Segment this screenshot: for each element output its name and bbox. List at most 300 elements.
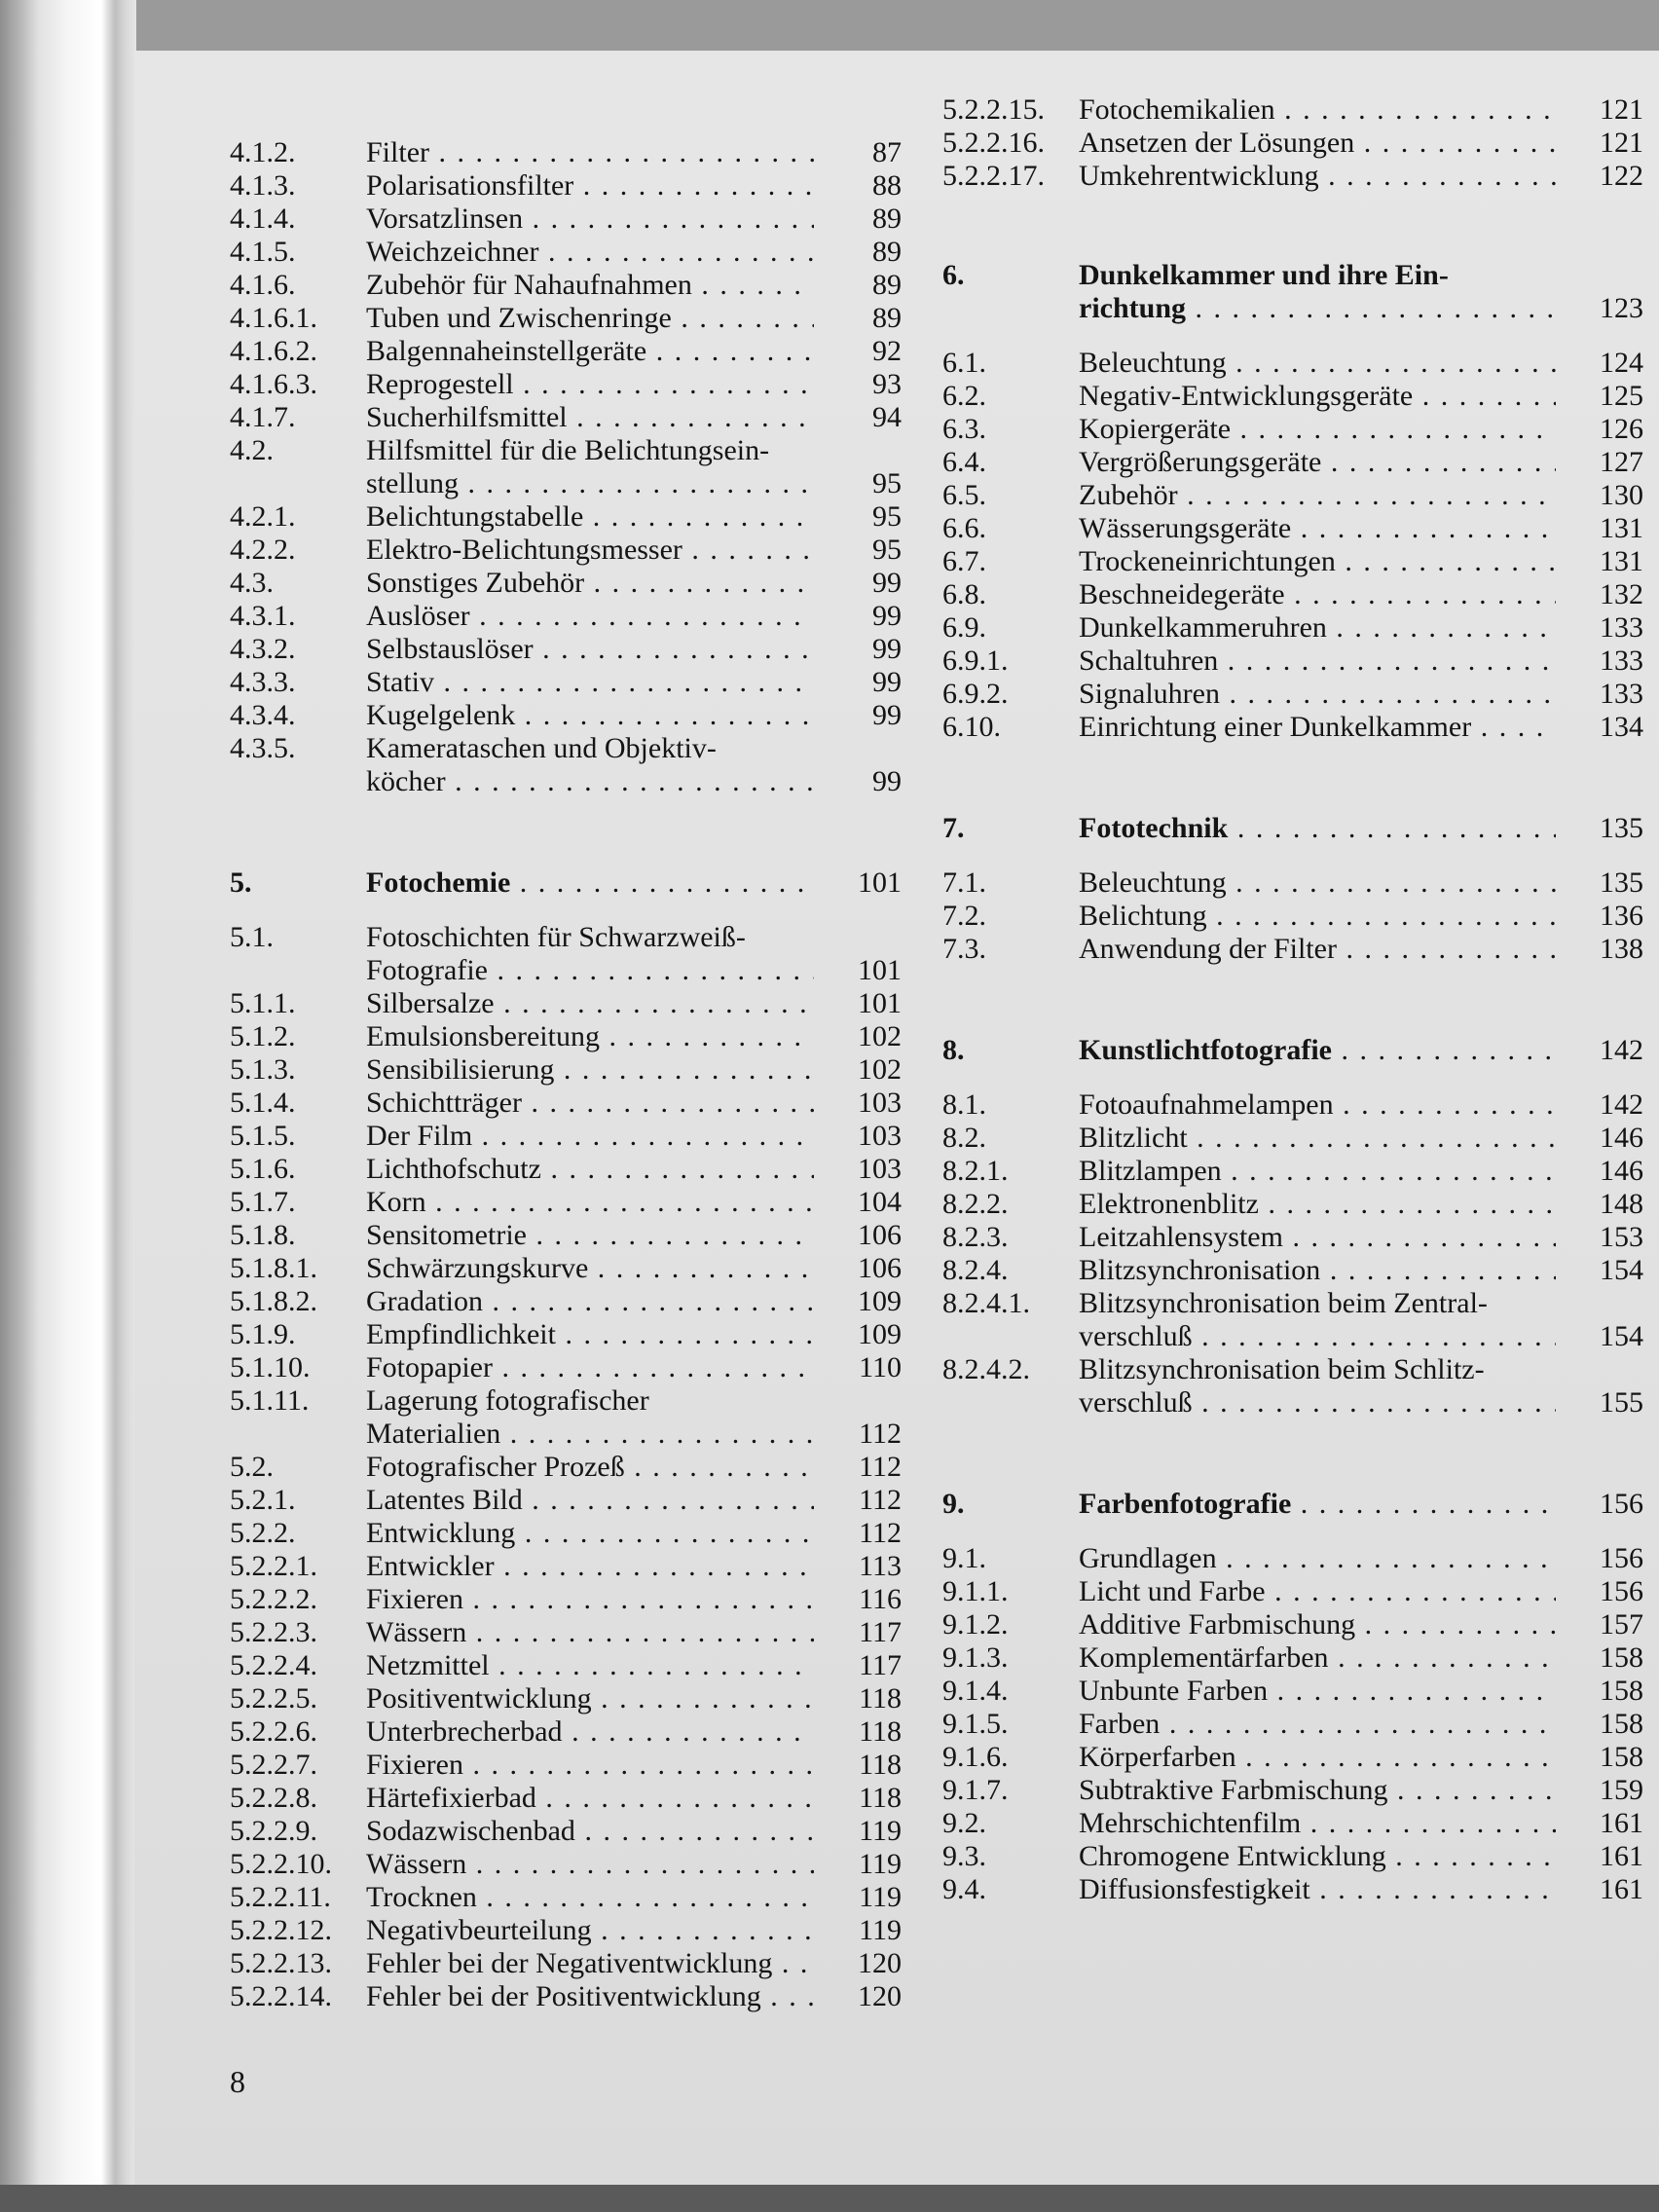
toc-entry-page: 99 xyxy=(872,567,902,599)
toc-entry-title: Blitzsynchronisation xyxy=(1079,1254,1321,1286)
toc-entry-title: Wässerungsgeräte xyxy=(1079,512,1292,544)
toc-entry xyxy=(942,93,1643,127)
toc-entry-page: 103 xyxy=(858,1120,902,1152)
toc-entry xyxy=(230,987,902,1020)
toc-entry xyxy=(942,1675,1643,1708)
toc-entry-page: 118 xyxy=(859,1715,902,1748)
toc-entry-number: 9.1.7. xyxy=(942,1774,1009,1806)
toc-entry-number: 5.2.2.1. xyxy=(230,1550,317,1582)
toc-entry-title: Lagerung fotografischer xyxy=(366,1384,649,1417)
toc-entry-title: Anwendung der Filter xyxy=(1079,933,1337,965)
toc-entry-number: 5.2.2.8. xyxy=(230,1782,317,1814)
toc-entry xyxy=(230,1980,902,2013)
toc-entry-number: 4.3.4. xyxy=(230,699,296,731)
toc-entry-page: 138 xyxy=(1600,933,1643,965)
toc-entry-title: Emulsionsbereitung xyxy=(366,1020,600,1052)
toc-entry-title: Beschneidegeräte xyxy=(1079,578,1285,610)
toc-entry-number: 5.2.2.6. xyxy=(230,1715,317,1748)
toc-entry-number: 5.1.3. xyxy=(230,1053,296,1086)
toc-entry-number: 5.2.2.5. xyxy=(230,1682,317,1714)
toc-entry-number: 6.10. xyxy=(942,711,1001,743)
toc-entry-number: 4.1.4. xyxy=(230,203,296,235)
toc-chapter-entry xyxy=(230,866,902,900)
toc-entry-title: Silbersalze xyxy=(366,987,495,1019)
toc-entry-page: 113 xyxy=(859,1550,902,1582)
toc-entry-title: stellung xyxy=(366,467,459,499)
toc-entry-page: 116 xyxy=(859,1583,902,1615)
toc-entry-number: 5.1.6. xyxy=(230,1153,296,1185)
toc-entry-page: 153 xyxy=(1600,1221,1643,1253)
toc-entry-number: 6.9.1. xyxy=(942,645,1009,677)
toc-entry-number: 6.9.2. xyxy=(942,678,1009,710)
toc-entry xyxy=(230,136,902,169)
toc-entry-page: 121 xyxy=(1600,93,1643,126)
toc-entry-number: 5.2.2.4. xyxy=(230,1649,317,1681)
toc-entry-number: 4.1.7. xyxy=(230,401,296,433)
toc-entry-page: 158 xyxy=(1600,1641,1643,1674)
toc-entry-title: Unterbrecherbad xyxy=(366,1715,563,1748)
toc-entry-number: 5.2.2. xyxy=(230,1517,296,1549)
toc-entry-title: Schichtträger xyxy=(366,1087,522,1119)
toc-entry-number: 4.1.2. xyxy=(230,136,296,168)
toc-entry xyxy=(230,921,902,987)
toc-entry xyxy=(942,446,1643,479)
toc-entry-title: Blitzsynchronisation beim Zentral- xyxy=(1079,1287,1488,1319)
toc-entry-title: Fotochemikalien xyxy=(1079,93,1275,126)
toc-entry-number: 8.2.3. xyxy=(942,1221,1009,1253)
toc-entry-number: 4.1.6. xyxy=(230,269,296,301)
toc-entry xyxy=(230,1219,902,1252)
toc-left-column xyxy=(230,136,902,2013)
toc-entry-title: Entwicklung xyxy=(366,1517,516,1549)
toc-entry-number: 5.1.7. xyxy=(230,1186,296,1218)
toc-entry xyxy=(230,335,902,368)
toc-entry-number: 6.6. xyxy=(942,512,986,544)
toc-entry-number: 4.3.2. xyxy=(230,633,296,665)
toc-entry xyxy=(230,203,902,236)
toc-entry-title: Chromogene Entwicklung xyxy=(1079,1840,1386,1872)
toc-entry-page: 122 xyxy=(1600,160,1643,192)
toc-entry-page: 146 xyxy=(1600,1155,1643,1187)
toc-entry xyxy=(230,1517,902,1550)
toc-entry-number: 8.2.4.1. xyxy=(942,1287,1030,1319)
toc-entry-page: 101 xyxy=(858,987,902,1019)
toc-entry-title: Sensibilisierung xyxy=(366,1053,555,1086)
toc-entry-title: verschluß xyxy=(1079,1386,1193,1419)
toc-entry-page: 95 xyxy=(872,467,902,499)
toc-entry-number: 7.1. xyxy=(942,866,986,899)
toc-entry-title: Dunkelkammeruhren xyxy=(1079,611,1327,644)
toc-entry-number: 5.1.9. xyxy=(230,1318,296,1350)
toc-entry xyxy=(230,401,902,434)
page-number: 8 xyxy=(230,2064,245,2099)
toc-entry-title: Latentes Bild xyxy=(366,1484,523,1516)
toc-entry-page: 101 xyxy=(858,954,902,986)
toc-entry-title: Signaluhren xyxy=(1079,678,1220,710)
toc-entry-title: Negativ-Entwicklungsgeräte xyxy=(1079,380,1414,412)
toc-entry-page: 142 xyxy=(1600,1034,1643,1066)
toc-entry-title: Kunstlichtfotografie xyxy=(1079,1034,1332,1066)
toc-entry xyxy=(942,1873,1643,1906)
toc-entry-page: 156 xyxy=(1600,1542,1643,1574)
toc-entry xyxy=(230,1649,902,1682)
toc-entry-number: 4.3. xyxy=(230,567,274,599)
toc-entry-number: 5.2.2.14. xyxy=(230,1980,332,2012)
toc-entry-title: Ansetzen der Lösungen xyxy=(1079,127,1355,159)
toc-entry-title: Tuben und Zwischenringe xyxy=(366,302,672,334)
toc-entry-number: 6. xyxy=(942,259,965,291)
toc-entry-page: 119 xyxy=(859,1914,902,1946)
toc-entry-title: Farben xyxy=(1079,1708,1161,1740)
toc-entry-number: 5.2.2.11. xyxy=(230,1881,331,1913)
toc-entry-title: Fotografischer Prozeß xyxy=(366,1451,625,1483)
toc-entry-number: 5.1.8.1. xyxy=(230,1252,317,1284)
toc-entry-title: Stativ xyxy=(366,666,435,698)
toc-entry-number: 4.2.2. xyxy=(230,534,296,566)
toc-entry xyxy=(230,368,902,401)
toc-entry-title: Belichtungstabelle xyxy=(366,500,584,533)
toc-chapter-entry xyxy=(942,259,1643,325)
toc-entry-page: 89 xyxy=(872,302,902,334)
toc-entry-page: 156 xyxy=(1600,1488,1643,1520)
toc-entry-title: Farbenfotografie xyxy=(1079,1488,1292,1520)
toc-entry-page: 119 xyxy=(859,1848,902,1880)
toc-entry xyxy=(942,512,1643,545)
toc-entry-page: 130 xyxy=(1600,479,1643,511)
toc-entry-title: Fotografie xyxy=(366,954,488,986)
toc-entry-number: 5.2.2.10. xyxy=(230,1848,332,1880)
toc-entry-page: 119 xyxy=(859,1815,902,1847)
toc-entry-title: Materialien xyxy=(366,1418,501,1450)
toc-entry-title: Fotoaufnahmelampen xyxy=(1079,1088,1334,1121)
toc-entry xyxy=(942,611,1643,645)
toc-entry xyxy=(230,699,902,732)
toc-entry xyxy=(942,678,1643,711)
toc-entry-page: 102 xyxy=(858,1020,902,1052)
toc-entry-number: 5.2.2.15. xyxy=(942,93,1045,126)
toc-entry-title: Sucherhilfsmittel xyxy=(366,401,568,433)
toc-entry-page: 121 xyxy=(1600,127,1643,159)
toc-entry xyxy=(230,633,902,666)
toc-chapter-entry xyxy=(942,812,1643,845)
toc-entry xyxy=(942,866,1643,900)
toc-entry-page: 148 xyxy=(1600,1188,1643,1220)
toc-entry xyxy=(942,347,1643,380)
toc-entry-title: Balgennaheinstellgeräte xyxy=(366,335,647,367)
toc-entry-page: 103 xyxy=(858,1153,902,1185)
toc-entry-number: 6.5. xyxy=(942,479,986,511)
toc-entry-number: 6.9. xyxy=(942,611,986,644)
toc-entry-title: Schaltuhren xyxy=(1079,645,1219,677)
toc-entry-page: 120 xyxy=(858,1947,902,1979)
toc-entry-page: 146 xyxy=(1600,1122,1643,1154)
toc-entry-title: Reprogestell xyxy=(366,368,514,400)
toc-entry-page: 131 xyxy=(1600,512,1643,544)
toc-entry-title: Kamerataschen und Objektiv- xyxy=(366,732,717,764)
toc-right-column xyxy=(942,93,1643,1906)
toc-entry-page: 158 xyxy=(1600,1741,1643,1773)
toc-entry xyxy=(230,1120,902,1153)
toc-entry-page: 112 xyxy=(859,1418,902,1450)
toc-entry-title: Belichtung xyxy=(1079,900,1207,932)
toc-entry xyxy=(942,1575,1643,1608)
toc-entry-title: Diffusionsfestigkeit xyxy=(1079,1873,1310,1905)
toc-entry xyxy=(230,567,902,600)
toc-entry xyxy=(942,900,1643,933)
toc-entry-number: 5.1.11. xyxy=(230,1384,310,1417)
toc-entry-page: 93 xyxy=(872,368,902,400)
toc-entry xyxy=(942,578,1643,611)
toc-entry-title: Gradation xyxy=(366,1285,483,1317)
toc-entry xyxy=(230,666,902,699)
toc-entry-page: 88 xyxy=(872,169,902,202)
toc-entry xyxy=(942,160,1643,193)
toc-entry-page: 102 xyxy=(858,1053,902,1086)
toc-entry-number: 7.2. xyxy=(942,900,986,932)
toc-entry-number: 6.3. xyxy=(942,413,986,445)
toc-entry-title: Subtraktive Farbmischung xyxy=(1079,1774,1388,1806)
toc-entry-title: Härtefixierbad xyxy=(366,1782,536,1814)
toc-entry xyxy=(230,600,902,633)
toc-entry-title: Einrichtung einer Dunkelkammer xyxy=(1079,711,1472,743)
toc-entry xyxy=(942,1122,1643,1155)
toc-entry-page: 157 xyxy=(1600,1608,1643,1641)
toc-entry-title: Beleuchtung xyxy=(1079,347,1227,379)
toc-entry-page: 89 xyxy=(872,203,902,235)
toc-entry xyxy=(230,1384,902,1451)
toc-entry-page: 158 xyxy=(1600,1675,1643,1707)
toc-entry-number: 5.2.2.7. xyxy=(230,1749,317,1781)
toc-entry-number: 9.1.6. xyxy=(942,1741,1009,1773)
toc-entry-number: 9.1.2. xyxy=(942,1608,1009,1641)
toc-entry-title: richtung xyxy=(1079,292,1187,324)
toc-entry-title: Empfindlichkeit xyxy=(366,1318,556,1350)
toc-entry xyxy=(942,1155,1643,1188)
toc-entry-number: 5.2.2.16. xyxy=(942,127,1045,159)
toc-entry-title: Polarisationsfilter xyxy=(366,169,574,202)
toc-entry-title: Wässern xyxy=(366,1848,467,1880)
toc-entry-page: 101 xyxy=(858,866,902,899)
toc-entry xyxy=(230,1020,902,1053)
toc-entry-number: 6.7. xyxy=(942,545,986,577)
toc-entry-number: 5.2.2.12. xyxy=(230,1914,332,1946)
toc-entry-page: 95 xyxy=(872,534,902,566)
toc-entry-page: 117 xyxy=(859,1616,902,1648)
toc-entry-title: Kopiergeräte xyxy=(1079,413,1232,445)
toc-entry-page: 161 xyxy=(1600,1807,1643,1839)
toc-entry xyxy=(942,1287,1643,1353)
toc-entry-page: 133 xyxy=(1600,611,1643,644)
toc-entry xyxy=(942,1641,1643,1675)
toc-entry-page: 158 xyxy=(1600,1708,1643,1740)
toc-entry xyxy=(230,236,902,269)
toc-entry-page: 135 xyxy=(1600,866,1643,899)
toc-entry-page: 154 xyxy=(1600,1254,1643,1286)
toc-entry-number: 6.2. xyxy=(942,380,986,412)
toc-entry-page: 89 xyxy=(872,236,902,268)
toc-entry-page: 125 xyxy=(1600,380,1643,412)
toc-entry-page: 110 xyxy=(859,1351,902,1383)
toc-entry-title: Wässern xyxy=(366,1616,467,1648)
toc-entry xyxy=(230,1749,902,1782)
toc-entry xyxy=(230,1583,902,1616)
toc-entry-page: 95 xyxy=(872,500,902,533)
toc-entry xyxy=(230,269,902,302)
toc-entry-title: Blitzsynchronisation beim Schlitz- xyxy=(1079,1353,1485,1385)
toc-entry-page: 142 xyxy=(1600,1088,1643,1121)
toc-entry-number: 4.3.1. xyxy=(230,600,296,632)
toc-entry-number: 4.2.1. xyxy=(230,500,296,533)
toc-entry-number: 5.2.2.9. xyxy=(230,1815,317,1847)
toc-entry-page: 120 xyxy=(858,1980,902,2012)
toc-entry-number: 8.2.1. xyxy=(942,1155,1009,1187)
toc-entry-page: 161 xyxy=(1600,1873,1643,1905)
toc-entry-title: Mehrschichtenfilm xyxy=(1079,1807,1302,1839)
toc-entry-title: Vergrößerungsgeräte xyxy=(1079,446,1322,478)
toc-entry-number: 6.8. xyxy=(942,578,986,610)
toc-entry-title: Der Film xyxy=(366,1120,473,1152)
toc-entry xyxy=(942,380,1643,413)
toc-entry-title: Korn xyxy=(366,1186,426,1218)
toc-entry-number: 9.1.4. xyxy=(942,1675,1009,1707)
toc-entry xyxy=(230,169,902,203)
toc-entry-number: 8.1. xyxy=(942,1088,986,1121)
toc-entry xyxy=(230,1186,902,1219)
toc-entry-page: 118 xyxy=(859,1682,902,1714)
toc-entry-title: Negativbeurteilung xyxy=(366,1914,592,1946)
toc-entry xyxy=(230,1815,902,1848)
toc-entry xyxy=(942,545,1643,578)
toc-entry-page: 155 xyxy=(1600,1386,1643,1419)
toc-entry xyxy=(942,645,1643,678)
toc-entry-number: 4.1.6.1. xyxy=(230,302,317,334)
toc-entry xyxy=(942,1840,1643,1873)
toc-entry-number: 5.1.8.2. xyxy=(230,1285,317,1317)
toc-entry-title: Elektro-Belichtungsmesser xyxy=(366,534,682,566)
toc-entry-title: Hilfsmittel für die Belichtungsein- xyxy=(366,434,770,466)
toc-entry xyxy=(942,1774,1643,1807)
toc-entry-title: Fotoschichten für Schwarzweiß- xyxy=(366,921,746,953)
toc-entry-title: Fehler bei der Negativentwicklung xyxy=(366,1947,773,1979)
toc-entry-number: 5.2.2.17. xyxy=(942,160,1045,192)
toc-entry xyxy=(230,1053,902,1087)
toc-entry-page: 87 xyxy=(872,136,902,168)
toc-entry-number: 5.2.2.2. xyxy=(230,1583,317,1615)
toc-entry-number: 9.1.1. xyxy=(942,1575,1009,1607)
toc-entry-page: 99 xyxy=(872,666,902,698)
toc-entry-page: 106 xyxy=(858,1252,902,1284)
toc-entry-page: 161 xyxy=(1600,1840,1643,1872)
toc-entry-page: 103 xyxy=(858,1087,902,1119)
toc-entry xyxy=(230,1914,902,1947)
toc-entry xyxy=(942,711,1643,744)
toc-entry xyxy=(230,1285,902,1318)
toc-entry-title: Filter xyxy=(366,136,429,168)
toc-entry xyxy=(230,1484,902,1517)
toc-entry xyxy=(230,1087,902,1120)
toc-entry xyxy=(942,1221,1643,1254)
toc-entry-page: 112 xyxy=(859,1451,902,1483)
book-spine xyxy=(0,0,136,2212)
toc-entry-number: 5.2.2.13. xyxy=(230,1947,332,1979)
toc-entry-number: 4.1.6.2. xyxy=(230,335,317,367)
toc-entry-title: Auslöser xyxy=(366,600,470,632)
toc-entry-number: 4.2. xyxy=(230,434,274,466)
toc-entry-page: 89 xyxy=(872,269,902,301)
toc-entry-number: 9.1. xyxy=(942,1542,986,1574)
toc-entry-page: 134 xyxy=(1600,711,1643,743)
toc-entry-number: 8. xyxy=(942,1034,965,1066)
toc-entry-number: 5.1.10. xyxy=(230,1351,311,1383)
toc-entry-page: 119 xyxy=(859,1881,902,1913)
toc-entry-number: 5.1. xyxy=(230,921,274,953)
toc-entry-page: 124 xyxy=(1600,347,1643,379)
toc-entry xyxy=(230,500,902,534)
toc-entry-page: 159 xyxy=(1600,1774,1643,1806)
toc-entry xyxy=(942,1353,1643,1419)
toc-entry-page: 154 xyxy=(1600,1320,1643,1352)
toc-entry-page: 118 xyxy=(859,1782,902,1814)
toc-entry-page: 109 xyxy=(858,1285,902,1317)
toc-entry-title: Sonstiges Zubehör xyxy=(366,567,585,599)
toc-entry-number: 5.2.2.3. xyxy=(230,1616,317,1648)
toc-entry-page: 99 xyxy=(872,699,902,731)
toc-entry-page: 126 xyxy=(1600,413,1643,445)
toc-entry xyxy=(942,413,1643,446)
toc-entry xyxy=(230,1451,902,1484)
toc-entry-page: 133 xyxy=(1600,678,1643,710)
toc-entry-title: Lichthofschutz xyxy=(366,1153,541,1185)
toc-entry-title: Zubehör xyxy=(1079,479,1178,511)
toc-entry-title: köcher xyxy=(366,765,446,797)
toc-entry-page: 133 xyxy=(1600,645,1643,677)
toc-entry-number: 9.2. xyxy=(942,1807,986,1839)
toc-entry-title: Sodazwischenbad xyxy=(366,1815,575,1847)
toc-entry-page: 136 xyxy=(1600,900,1643,932)
toc-entry-number: 5. xyxy=(230,866,252,899)
toc-entry xyxy=(942,127,1643,160)
toc-entry-number: 8.2.4.2. xyxy=(942,1353,1030,1385)
toc-entry-page: 117 xyxy=(859,1649,902,1681)
toc-entry-number: 4.1.3. xyxy=(230,169,296,202)
toc-entry-page: 118 xyxy=(859,1749,902,1781)
toc-entry-title: Fixieren xyxy=(366,1583,463,1615)
toc-entry-title: Fehler bei der Positiventwicklung xyxy=(366,1980,761,2012)
toc-entry xyxy=(230,302,902,335)
toc-entry xyxy=(942,1708,1643,1741)
toc-entry-number: 8.2. xyxy=(942,1122,986,1154)
toc-entry-number: 5.1.2. xyxy=(230,1020,296,1052)
toc-entry xyxy=(230,434,902,500)
toc-entry-title: Positiventwicklung xyxy=(366,1682,592,1714)
toc-entry-title: Entwickler xyxy=(366,1550,495,1582)
toc-entry xyxy=(942,1608,1643,1641)
toc-entry-title: Trocknen xyxy=(366,1881,477,1913)
toc-entry-page: 131 xyxy=(1600,545,1643,577)
toc-entry xyxy=(942,1254,1643,1287)
toc-entry-number: 7.3. xyxy=(942,933,986,965)
toc-entry-page: 112 xyxy=(859,1484,902,1516)
toc-entry-number: 9.3. xyxy=(942,1840,986,1872)
toc-entry-title: Dunkelkammer und ihre Ein- xyxy=(1079,259,1449,291)
toc-entry-title: Beleuchtung xyxy=(1079,866,1227,899)
toc-entry-number: 5.1.8. xyxy=(230,1219,296,1251)
toc-entry-page: 106 xyxy=(858,1219,902,1251)
toc-entry-number: 5.2. xyxy=(230,1451,274,1483)
toc-entry-number: 9.1.3. xyxy=(942,1641,1009,1674)
toc-entry-page: 99 xyxy=(872,600,902,632)
toc-entry-page: 132 xyxy=(1600,578,1643,610)
